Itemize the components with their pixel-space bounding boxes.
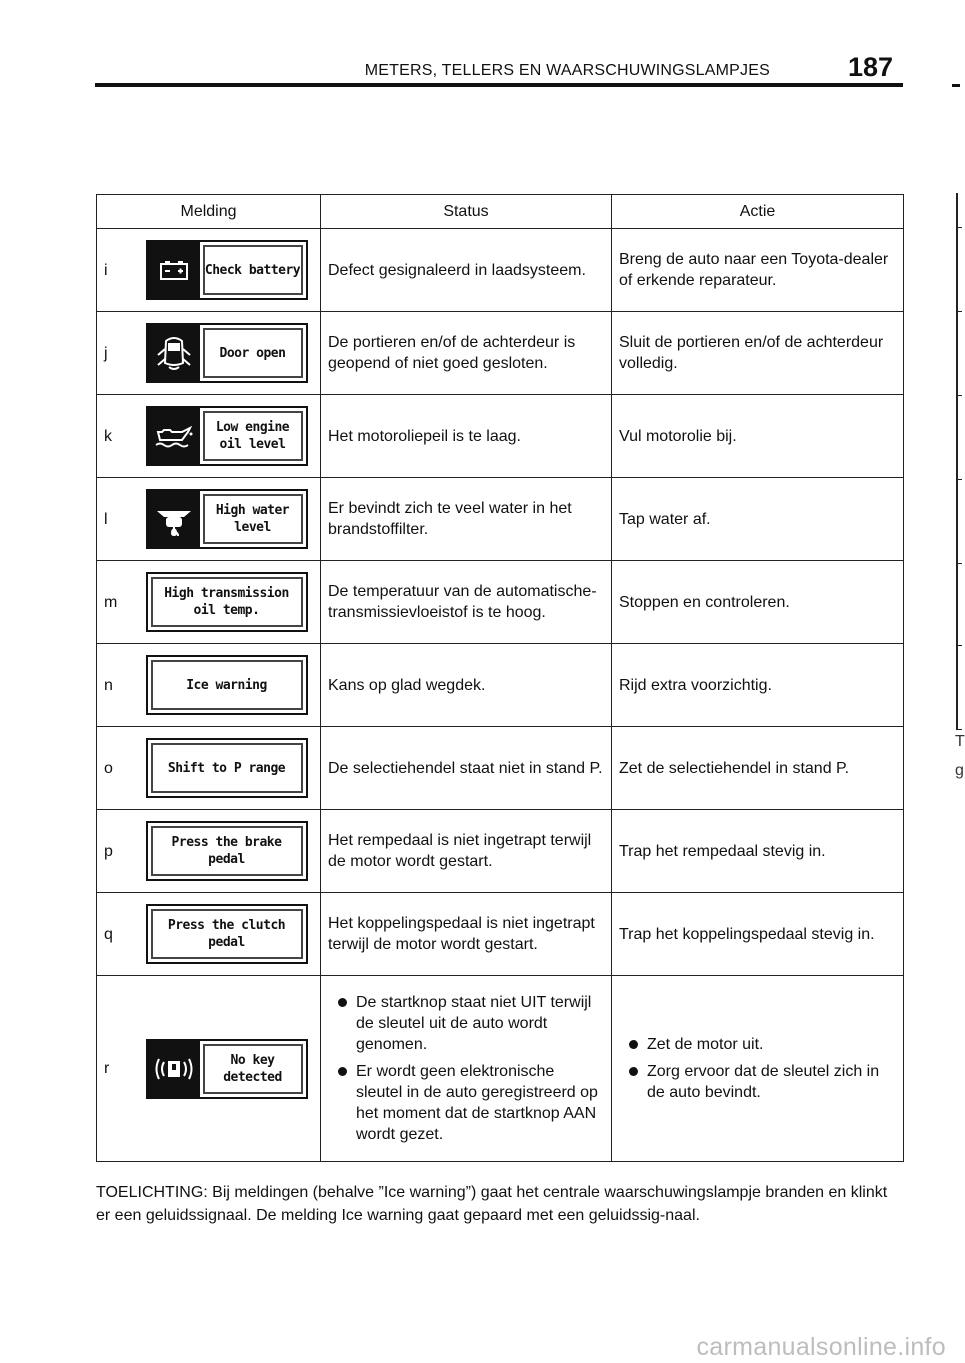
action-cell: Vul motorolie bij. <box>612 395 904 478</box>
column-header-melding: Melding <box>97 195 321 229</box>
row-letter: r <box>97 976 135 1162</box>
action-cell: Breng de auto naar een Toyota-dealer of erkende reparateur. <box>612 229 904 312</box>
table-row <box>97 478 904 561</box>
page-number: 187 <box>848 52 894 82</box>
message-display-text: Ice warning <box>151 660 303 710</box>
action-cell: Trap het koppelingspedaal stevig in. <box>612 893 904 976</box>
message-display <box>146 406 308 466</box>
watermark: carmanualsonline.info <box>696 1333 946 1361</box>
table-row <box>97 312 904 395</box>
message-cell <box>135 395 321 478</box>
header-rule <box>95 83 903 87</box>
message-display-text: Check battery <box>203 245 303 295</box>
row-letter: k <box>97 395 135 478</box>
action-cell: Trap het rempedaal stevig in. <box>612 810 904 893</box>
table-row <box>97 561 904 644</box>
message-cell <box>135 229 321 312</box>
table-row <box>97 229 904 312</box>
status-cell: De portieren en/of de achterdeur is geopend of niet goed gesloten. <box>321 312 612 395</box>
action-bullet: Zet de motor uit. <box>619 1034 897 1055</box>
message-cell <box>135 810 321 893</box>
action-cell: Tap water af. <box>612 478 904 561</box>
message-display-text: Press the brake pedal <box>151 826 303 876</box>
table-row <box>97 644 904 727</box>
adjacent-page-edge <box>956 193 962 730</box>
message-display <box>146 323 308 383</box>
message-display-text: No key detected <box>203 1044 303 1094</box>
status-cell: Het rempedaal is niet ingetrapt terwijl de motor wordt gestart. <box>321 810 612 893</box>
page-header-title: METERS, TELLERS EN WAARSCHUWINGSLAMPJES <box>364 62 770 79</box>
status-cell <box>321 976 612 1162</box>
message-display-text: Shift to P range <box>151 743 303 793</box>
action-cell: Zet de selectiehendel in stand P. <box>612 727 904 810</box>
table-row <box>97 810 904 893</box>
door-open-icon <box>148 325 200 381</box>
message-display <box>146 738 308 798</box>
status-cell: Defect gesignaleerd in laadsysteem. <box>321 229 612 312</box>
message-display-text: Door open <box>203 328 303 378</box>
status-bullet: Er wordt geen elektronische sleutel in de auto geregistreerd op het moment dat de startknop AAN wordt gezet. <box>328 1061 605 1145</box>
status-cell: De selectiehendel staat niet in stand P. <box>321 727 612 810</box>
oil-can-icon <box>148 408 200 464</box>
message-cell <box>135 312 321 395</box>
column-header-status: Status <box>321 195 612 229</box>
message-display <box>146 1039 308 1099</box>
row-letter: p <box>97 810 135 893</box>
message-display-text: Low engine oil level <box>203 411 303 461</box>
action-cell: Sluit de portieren en/of de achterdeur volledig. <box>612 312 904 395</box>
row-letter: l <box>97 478 135 561</box>
action-bullet-list <box>619 1034 897 1103</box>
message-display <box>146 489 308 549</box>
action-cell: Stoppen en controleren. <box>612 561 904 644</box>
fuel-filter-icon <box>148 491 200 547</box>
key-signal-icon <box>148 1041 200 1097</box>
header-edge-mark <box>952 84 960 87</box>
table-header-row <box>97 195 904 229</box>
row-letter: m <box>97 561 135 644</box>
row-letter: o <box>97 727 135 810</box>
message-cell <box>135 478 321 561</box>
message-cell <box>135 893 321 976</box>
row-letter: j <box>97 312 135 395</box>
row-letter: q <box>97 893 135 976</box>
action-bullet: Zorg ervoor dat de sleutel zich in de auto bevindt. <box>619 1061 897 1103</box>
message-cell <box>135 561 321 644</box>
message-cell <box>135 644 321 727</box>
action-cell: Rijd extra voorzichtig. <box>612 644 904 727</box>
status-cell: Het motoroliepeil is te laag. <box>321 395 612 478</box>
status-bullet-list <box>328 992 605 1145</box>
action-cell <box>612 976 904 1162</box>
adjacent-page-glyph: g <box>955 762 964 779</box>
warning-messages-table <box>96 194 904 1162</box>
status-cell: Het koppelingspedaal is niet ingetrapt terwijl de motor wordt gestart. <box>321 893 612 976</box>
adjacent-page-glyph: T <box>955 733 965 750</box>
message-display <box>146 240 308 300</box>
message-display-text: High transmission oil temp. <box>151 577 303 627</box>
message-display <box>146 572 308 632</box>
explanation-note: TOELICHTING: Bij meldingen (behalve ”Ice warning”) gaat het centrale waarschuwingslampje branden en klinkt er een geluidssignaal. De melding Ice warning gaat gepaard met een geluidssig-naal. <box>96 1184 888 1224</box>
status-cell: Er bevindt zich te veel water in het brandstoffilter. <box>321 478 612 561</box>
message-display-text: High water level <box>203 494 303 544</box>
table-row <box>97 727 904 810</box>
battery-icon <box>148 242 200 298</box>
table-row <box>97 395 904 478</box>
status-bullet: De startknop staat niet UIT terwijl de sleutel uit de auto wordt genomen. <box>328 992 605 1055</box>
status-cell: De temperatuur van de automatische-transmissievloeistof is te hoog. <box>321 561 612 644</box>
column-header-actie: Actie <box>612 195 904 229</box>
message-cell <box>135 976 321 1162</box>
message-display <box>146 821 308 881</box>
table-row <box>97 893 904 976</box>
row-letter: i <box>97 229 135 312</box>
status-cell: Kans op glad wegdek. <box>321 644 612 727</box>
table-row <box>97 976 904 1162</box>
message-display <box>146 904 308 964</box>
message-cell <box>135 727 321 810</box>
row-letter: n <box>97 644 135 727</box>
message-display <box>146 655 308 715</box>
message-display-text: Press the clutch pedal <box>151 909 303 959</box>
